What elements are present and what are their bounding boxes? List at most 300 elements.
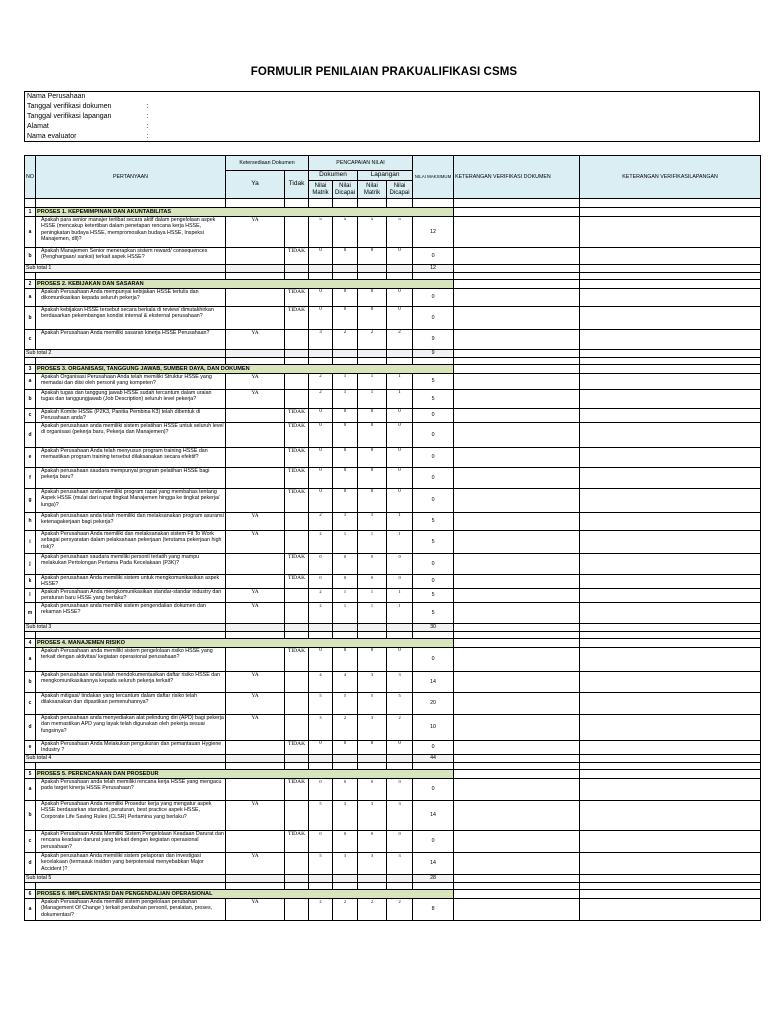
keterangan-dokumen-field[interactable] xyxy=(454,374,580,390)
nilai-matrik-dokumen[interactable]: 5 xyxy=(309,853,333,875)
empty-cell xyxy=(36,763,226,770)
keterangan-dokumen-field[interactable] xyxy=(454,603,580,624)
nilai-dicapai-dokumen[interactable]: 0 xyxy=(333,831,358,853)
spacer-row xyxy=(25,883,761,890)
answer-tidak[interactable]: TIDAK xyxy=(285,554,309,575)
answer-tidak[interactable] xyxy=(285,217,309,248)
keterangan-dokumen-field[interactable] xyxy=(454,779,580,801)
keterangan-lapangan-field[interactable] xyxy=(580,672,761,693)
nilai-matrik-dokumen[interactable]: 2 xyxy=(309,390,333,409)
question-letter: a xyxy=(25,217,36,248)
answer-tidak[interactable] xyxy=(285,853,309,875)
question-row xyxy=(25,248,761,265)
nilai-dicapai-lapangan[interactable]: 3 xyxy=(387,801,413,831)
header-nilai-dicapai-dok: Nilai Dicapai xyxy=(333,181,358,199)
info-value-field[interactable] xyxy=(145,92,760,102)
info-value-field[interactable]: : xyxy=(145,112,760,122)
nilai-dicapai-dokumen[interactable]: 1 xyxy=(333,390,358,409)
nilai-dicapai-dokumen[interactable]: 0 xyxy=(333,289,358,307)
nilai-matrik-dokumen[interactable]: 0 xyxy=(309,307,333,330)
question-letter: c xyxy=(25,831,36,853)
answer-ya[interactable]: YA xyxy=(226,330,285,350)
answer-ya[interactable]: YA xyxy=(226,853,285,875)
nilai-matrik-lapangan[interactable]: 0 xyxy=(358,831,387,853)
question-letter: b xyxy=(25,672,36,693)
nilai-dicapai-lapangan[interactable]: 1 xyxy=(387,589,413,603)
answer-tidak[interactable] xyxy=(285,589,309,603)
nilai-matrik-lapangan[interactable]: 1 xyxy=(358,589,387,603)
empty-cell xyxy=(36,883,226,890)
keterangan-lapangan-field[interactable] xyxy=(580,853,761,875)
subtotal-empty-cell xyxy=(226,875,285,883)
nilai-dicapai-dokumen[interactable]: 2 xyxy=(333,330,358,350)
answer-tidak[interactable]: TIDAK xyxy=(285,831,309,853)
keterangan-dokumen-field[interactable] xyxy=(454,330,580,350)
nilai-dicapai-dokumen[interactable]: 1 xyxy=(333,589,358,603)
nilai-matrik-lapangan[interactable]: 0 xyxy=(358,468,387,489)
keterangan-dokumen-field[interactable] xyxy=(454,672,580,693)
nilai-maksimum: 0 xyxy=(413,648,454,672)
nilai-matrik-dokumen[interactable]: 0 xyxy=(309,575,333,589)
process-number: 3 xyxy=(25,365,36,374)
answer-tidak[interactable]: TIDAK xyxy=(285,779,309,801)
nilai-dicapai-dokumen[interactable]: 3 xyxy=(333,853,358,875)
question-text: Apakah tugas dan tanggung jawab HSSE sudah tercantum dalam uraian tugas dan tanggungjawab (Job Description) seluruh level pekerja? xyxy=(36,390,226,409)
question-row xyxy=(25,330,761,350)
nilai-matrik-lapangan[interactable]: 3 xyxy=(358,853,387,875)
keterangan-dokumen-field[interactable] xyxy=(454,693,580,715)
keterangan-lapangan-field[interactable] xyxy=(580,531,761,554)
keterangan-lapangan-field[interactable] xyxy=(580,489,761,513)
nilai-dicapai-dokumen[interactable]: 1 xyxy=(333,603,358,624)
nilai-matrik-dokumen[interactable]: 0 xyxy=(309,554,333,575)
subtotal-max: 28 xyxy=(413,875,454,883)
answer-ya[interactable]: YA xyxy=(226,513,285,531)
keterangan-dokumen-field[interactable] xyxy=(454,853,580,875)
keterangan-lapangan-field[interactable] xyxy=(580,603,761,624)
nilai-dicapai-lapangan[interactable]: 0 xyxy=(387,575,413,589)
question-row xyxy=(25,390,761,409)
nilai-dicapai-lapangan[interactable]: 0 xyxy=(387,409,413,423)
nilai-dicapai-dokumen[interactable]: 2 xyxy=(333,715,358,741)
nilai-dicapai-lapangan[interactable]: 0 xyxy=(387,468,413,489)
nilai-matrik-dokumen[interactable]: 0 xyxy=(309,741,333,755)
nilai-maksimum: 5 xyxy=(413,513,454,531)
empty-cell xyxy=(333,763,358,770)
answer-tidak[interactable] xyxy=(285,693,309,715)
answer-tidak[interactable]: TIDAK xyxy=(285,575,309,589)
nilai-matrik-dokumen[interactable]: 0 xyxy=(309,489,333,513)
nilai-matrik-dokumen[interactable]: 0 xyxy=(309,423,333,448)
nilai-matrik-dokumen[interactable]: 0 xyxy=(309,289,333,307)
question-letter: d xyxy=(25,853,36,875)
answer-ya[interactable]: YA xyxy=(226,217,285,248)
nilai-matrik-lapangan[interactable]: 1 xyxy=(358,390,387,409)
nilai-matrik-dokumen[interactable]: 0 xyxy=(309,448,333,468)
empty-cell xyxy=(454,639,580,648)
question-letter: l xyxy=(25,589,36,603)
nilai-dicapai-lapangan[interactable]: 1 xyxy=(387,374,413,390)
answer-tidak[interactable]: TIDAK xyxy=(285,307,309,330)
question-row xyxy=(25,715,761,741)
answer-tidak[interactable]: TIDAK xyxy=(285,248,309,265)
nilai-matrik-lapangan[interactable]: 1 xyxy=(358,374,387,390)
nilai-dicapai-lapangan[interactable]: 0 xyxy=(387,248,413,265)
nilai-dicapai-lapangan[interactable]: 0 xyxy=(387,779,413,801)
answer-tidak[interactable]: TIDAK xyxy=(285,648,309,672)
keterangan-lapangan-field[interactable] xyxy=(580,693,761,715)
question-text: Apakah Perusahaan Anda memiliki Prosedur kerja yang mengatur aspek HSSE berdasarkan standard, peraturan, best practice aspek HSSE, Corporate Life Saving Rules (CLSR) Pertamina yang berlaku? xyxy=(36,801,226,831)
nilai-matrik-dokumen[interactable]: 0 xyxy=(309,468,333,489)
answer-ya[interactable]: YA xyxy=(226,374,285,390)
keterangan-dokumen-field[interactable] xyxy=(454,390,580,409)
nilai-dicapai-lapangan[interactable]: 1 xyxy=(387,513,413,531)
header-pertanyaan: PERTANYAAN xyxy=(36,156,226,199)
keterangan-dokumen-field[interactable] xyxy=(454,289,580,307)
nilai-maksimum: 9 xyxy=(413,330,454,350)
nilai-dicapai-dokumen[interactable]: 3 xyxy=(333,801,358,831)
nilai-dicapai-lapangan[interactable]: 5 xyxy=(387,217,413,248)
answer-tidak[interactable]: TIDAK xyxy=(285,289,309,307)
keterangan-dokumen-field[interactable] xyxy=(454,489,580,513)
answer-ya[interactable] xyxy=(226,248,285,265)
nilai-dicapai-lapangan[interactable]: 1 xyxy=(387,390,413,409)
process-row xyxy=(25,639,761,648)
nilai-matrik-lapangan[interactable]: 0 xyxy=(358,409,387,423)
keterangan-dokumen-field[interactable] xyxy=(454,741,580,755)
keterangan-lapangan-field[interactable] xyxy=(580,374,761,390)
keterangan-lapangan-field[interactable] xyxy=(580,513,761,531)
answer-ya[interactable]: YA xyxy=(226,715,285,741)
nilai-dicapai-lapangan[interactable]: 0 xyxy=(387,489,413,513)
nilai-matrik-dokumen[interactable]: 2 xyxy=(309,603,333,624)
answer-tidak[interactable] xyxy=(285,531,309,554)
answer-tidak[interactable] xyxy=(285,603,309,624)
keterangan-dokumen-field[interactable] xyxy=(454,575,580,589)
nilai-matrik-lapangan[interactable]: 3 xyxy=(358,715,387,741)
subtotal-empty-cell xyxy=(387,875,413,883)
answer-ya[interactable]: YA xyxy=(226,693,285,715)
keterangan-lapangan-field[interactable] xyxy=(580,715,761,741)
answer-ya[interactable] xyxy=(226,554,285,575)
nilai-maksimum: 8 xyxy=(413,899,454,921)
empty-cell xyxy=(580,199,761,208)
nilai-matrik-lapangan[interactable]: 0 xyxy=(358,741,387,755)
question-letter: a xyxy=(25,648,36,672)
keterangan-dokumen-field[interactable] xyxy=(454,801,580,831)
keterangan-dokumen-field[interactable] xyxy=(454,648,580,672)
answer-ya[interactable]: YA xyxy=(226,603,285,624)
answer-ya[interactable] xyxy=(226,648,285,672)
answer-ya[interactable] xyxy=(226,489,285,513)
nilai-dicapai-dokumen[interactable]: 1 xyxy=(333,374,358,390)
answer-ya[interactable] xyxy=(226,409,285,423)
nilai-matrik-lapangan[interactable]: 0 xyxy=(358,307,387,330)
keterangan-lapangan-field[interactable] xyxy=(580,217,761,248)
empty-cell xyxy=(25,883,36,890)
empty-cell xyxy=(454,875,580,883)
subtotal-empty-cell xyxy=(309,265,333,273)
nilai-matrik-lapangan[interactable]: 0 xyxy=(358,575,387,589)
nilai-matrik-lapangan[interactable]: 0 xyxy=(358,648,387,672)
nilai-dicapai-dokumen[interactable]: 0 xyxy=(333,307,358,330)
question-letter: b xyxy=(25,248,36,265)
question-text: Apakah Perusahaan anda memiliki sistem pengelolaan risiko HSSE yang terkait dengan aktivitas/ kegiatan operasional perusahaan? xyxy=(36,648,226,672)
keterangan-lapangan-field[interactable] xyxy=(580,248,761,265)
empty-cell xyxy=(454,755,580,763)
nilai-dicapai-lapangan[interactable]: 2 xyxy=(387,899,413,921)
empty-cell xyxy=(454,280,580,289)
form-title: FORMULIR PENILAIAN PRAKUALIFIKASI CSMS xyxy=(250,66,518,78)
nilai-matrik-lapangan[interactable]: 0 xyxy=(358,489,387,513)
nilai-dicapai-dokumen[interactable]: 0 xyxy=(333,448,358,468)
empty-cell xyxy=(580,763,761,770)
header-nilai-dicapai-lap: Nilai Dicapai xyxy=(387,181,413,199)
nilai-matrik-dokumen[interactable]: 2 xyxy=(309,513,333,531)
subtotal-empty-cell xyxy=(309,755,333,763)
nilai-matrik-lapangan[interactable]: 0 xyxy=(358,448,387,468)
keterangan-dokumen-field[interactable] xyxy=(454,831,580,853)
empty-cell xyxy=(454,632,580,639)
keterangan-lapangan-field[interactable] xyxy=(580,330,761,350)
nilai-dicapai-lapangan[interactable]: 3 xyxy=(387,853,413,875)
nilai-matrik-dokumen[interactable]: 2 xyxy=(309,589,333,603)
nilai-matrik-lapangan[interactable]: 1 xyxy=(358,531,387,554)
nilai-matrik-dokumen[interactable]: 0 xyxy=(309,831,333,853)
nilai-dicapai-lapangan[interactable]: 0 xyxy=(387,648,413,672)
nilai-dicapai-lapangan[interactable]: 2 xyxy=(387,715,413,741)
keterangan-dokumen-field[interactable] xyxy=(454,217,580,248)
nilai-dicapai-dokumen[interactable]: 0 xyxy=(333,409,358,423)
nilai-dicapai-dokumen[interactable]: 0 xyxy=(333,575,358,589)
empty-cell xyxy=(580,358,761,365)
nilai-dicapai-dokumen[interactable]: 5 xyxy=(333,217,358,248)
empty-cell xyxy=(454,763,580,770)
nilai-matrik-dokumen[interactable]: 0 xyxy=(309,409,333,423)
question-row xyxy=(25,513,761,531)
nilai-dicapai-lapangan[interactable]: 2 xyxy=(387,330,413,350)
keterangan-lapangan-field[interactable] xyxy=(580,899,761,921)
nilai-dicapai-lapangan[interactable]: 0 xyxy=(387,448,413,468)
nilai-matrik-dokumen[interactable]: 2 xyxy=(309,374,333,390)
answer-ya[interactable]: YA xyxy=(226,801,285,831)
nilai-dicapai-dokumen[interactable]: 0 xyxy=(333,468,358,489)
nilai-matrik-dokumen[interactable]: 3 xyxy=(309,330,333,350)
keterangan-lapangan-field[interactable] xyxy=(580,831,761,853)
answer-ya[interactable] xyxy=(226,307,285,330)
keterangan-dokumen-field[interactable] xyxy=(454,448,580,468)
nilai-dicapai-dokumen[interactable]: 4 xyxy=(333,672,358,693)
nilai-matrik-dokumen[interactable]: 0 xyxy=(309,248,333,265)
nilai-matrik-dokumen[interactable]: 5 xyxy=(309,693,333,715)
question-row xyxy=(25,801,761,831)
answer-tidak[interactable] xyxy=(285,715,309,741)
nilai-dicapai-dokumen[interactable]: 0 xyxy=(333,741,358,755)
answer-tidak[interactable]: TIDAK xyxy=(285,409,309,423)
nilai-dicapai-lapangan[interactable]: 0 xyxy=(387,423,413,448)
answer-tidak[interactable] xyxy=(285,801,309,831)
keterangan-dokumen-field[interactable] xyxy=(454,248,580,265)
answer-ya[interactable] xyxy=(226,831,285,853)
question-text: Apakah Perusahaan Anda mempunyai kebijakan HSSE tertulis dan dikomunikasikan kepada seluruh pekerja? xyxy=(36,289,226,307)
answer-tidak[interactable] xyxy=(285,513,309,531)
nilai-matrik-dokumen[interactable]: 4 xyxy=(309,672,333,693)
keterangan-lapangan-field[interactable] xyxy=(580,448,761,468)
process-row xyxy=(25,890,761,899)
nilai-dicapai-dokumen[interactable]: 1 xyxy=(333,531,358,554)
empty-cell xyxy=(454,265,580,273)
answer-ya[interactable] xyxy=(226,575,285,589)
nilai-dicapai-lapangan[interactable]: 0 xyxy=(387,554,413,575)
subtotal-empty-cell xyxy=(333,755,358,763)
nilai-matrik-lapangan[interactable]: 3 xyxy=(358,801,387,831)
nilai-matrik-lapangan[interactable]: 0 xyxy=(358,779,387,801)
nilai-dicapai-lapangan[interactable]: 3 xyxy=(387,672,413,693)
nilai-dicapai-lapangan[interactable]: 0 xyxy=(387,831,413,853)
empty-cell xyxy=(226,763,285,770)
keterangan-lapangan-field[interactable] xyxy=(580,289,761,307)
header-nilai-maksimum: NILAI MAKSIMUM xyxy=(413,156,454,199)
nilai-matrik-dokumen[interactable]: 2 xyxy=(309,531,333,554)
keterangan-lapangan-field[interactable] xyxy=(580,801,761,831)
subtotal-empty-cell xyxy=(285,875,309,883)
subtotal-empty-cell xyxy=(358,265,387,273)
keterangan-dokumen-field[interactable] xyxy=(454,423,580,448)
info-value-field[interactable]: : xyxy=(145,132,760,142)
subtotal-empty-cell xyxy=(333,875,358,883)
nilai-dicapai-dokumen[interactable]: 0 xyxy=(333,248,358,265)
answer-ya[interactable]: YA xyxy=(226,899,285,921)
answer-ya[interactable]: YA xyxy=(226,589,285,603)
question-letter: g xyxy=(25,489,36,513)
answer-tidak[interactable]: TIDAK xyxy=(285,489,309,513)
nilai-matrik-lapangan[interactable]: 1 xyxy=(358,513,387,531)
spacer-row xyxy=(25,632,761,639)
answer-ya[interactable]: YA xyxy=(226,531,285,554)
answer-tidak[interactable] xyxy=(285,899,309,921)
info-value-field[interactable]: : xyxy=(145,102,760,112)
answer-tidak[interactable]: TIDAK xyxy=(285,741,309,755)
keterangan-dokumen-field[interactable] xyxy=(454,715,580,741)
nilai-matrik-lapangan[interactable]: 0 xyxy=(358,289,387,307)
keterangan-lapangan-field[interactable] xyxy=(580,307,761,330)
answer-ya[interactable] xyxy=(226,423,285,448)
keterangan-lapangan-field[interactable] xyxy=(580,589,761,603)
nilai-matrik-lapangan[interactable]: 0 xyxy=(358,248,387,265)
nilai-dicapai-dokumen[interactable]: 0 xyxy=(333,423,358,448)
nilai-dicapai-dokumen[interactable]: 0 xyxy=(333,779,358,801)
nilai-maksimum: 10 xyxy=(413,715,454,741)
info-value-field[interactable]: : xyxy=(145,122,760,132)
answer-tidak[interactable]: TIDAK xyxy=(285,468,309,489)
empty-cell xyxy=(580,265,761,273)
answer-ya[interactable] xyxy=(226,741,285,755)
nilai-dicapai-lapangan[interactable]: 5 xyxy=(387,693,413,715)
nilai-matrik-lapangan[interactable]: 1 xyxy=(358,603,387,624)
keterangan-dokumen-field[interactable] xyxy=(454,409,580,423)
keterangan-lapangan-field[interactable] xyxy=(580,779,761,801)
nilai-matrik-dokumen[interactable]: 5 xyxy=(309,217,333,248)
nilai-dicapai-dokumen[interactable]: 0 xyxy=(333,554,358,575)
keterangan-dokumen-field[interactable] xyxy=(454,468,580,489)
nilai-matrik-lapangan[interactable]: 3 xyxy=(358,672,387,693)
question-text: Apakah kebijakan HSSE tersebut secara berkala di review/ dimutakhirkan berdasarkan pekembangan kondisi internal & eksternal perusahaan? xyxy=(36,307,226,330)
nilai-matrik-dokumen[interactable]: 0 xyxy=(309,648,333,672)
nilai-dicapai-dokumen[interactable]: 0 xyxy=(333,489,358,513)
answer-tidak[interactable] xyxy=(285,672,309,693)
nilai-matrik-lapangan[interactable]: 5 xyxy=(358,693,387,715)
answer-ya[interactable] xyxy=(226,448,285,468)
answer-tidak[interactable] xyxy=(285,390,309,409)
nilai-matrik-lapangan[interactable]: 0 xyxy=(358,554,387,575)
keterangan-lapangan-field[interactable] xyxy=(580,423,761,448)
nilai-dicapai-dokumen[interactable]: 0 xyxy=(333,648,358,672)
nilai-dicapai-dokumen[interactable]: 2 xyxy=(333,899,358,921)
answer-tidak[interactable] xyxy=(285,330,309,350)
question-letter: j xyxy=(25,554,36,575)
keterangan-dokumen-field[interactable] xyxy=(454,531,580,554)
keterangan-lapangan-field[interactable] xyxy=(580,409,761,423)
keterangan-lapangan-field[interactable] xyxy=(580,468,761,489)
nilai-maksimum: 0 xyxy=(413,779,454,801)
nilai-matrik-lapangan[interactable]: 0 xyxy=(358,423,387,448)
nilai-matrik-dokumen[interactable]: 3 xyxy=(309,715,333,741)
nilai-dicapai-lapangan[interactable]: 1 xyxy=(387,531,413,554)
nilai-dicapai-dokumen[interactable]: 1 xyxy=(333,513,358,531)
nilai-matrik-lapangan[interactable]: 5 xyxy=(358,217,387,248)
answer-tidak[interactable] xyxy=(285,374,309,390)
keterangan-lapangan-field[interactable] xyxy=(580,575,761,589)
nilai-dicapai-lapangan[interactable]: 0 xyxy=(387,307,413,330)
empty-cell xyxy=(454,208,580,217)
nilai-matrik-dokumen[interactable]: 0 xyxy=(309,779,333,801)
keterangan-lapangan-field[interactable] xyxy=(580,741,761,755)
keterangan-dokumen-field[interactable] xyxy=(454,589,580,603)
answer-ya[interactable]: YA xyxy=(226,390,285,409)
nilai-dicapai-lapangan[interactable]: 0 xyxy=(387,741,413,755)
answer-ya[interactable]: YA xyxy=(226,672,285,693)
answer-ya[interactable] xyxy=(226,468,285,489)
empty-cell xyxy=(285,883,309,890)
keterangan-lapangan-field[interactable] xyxy=(580,648,761,672)
empty-cell xyxy=(454,365,580,374)
answer-ya[interactable] xyxy=(226,289,285,307)
nilai-matrik-lapangan[interactable]: 2 xyxy=(358,330,387,350)
empty-cell xyxy=(580,208,761,217)
nilai-dicapai-dokumen[interactable]: 5 xyxy=(333,693,358,715)
keterangan-dokumen-field[interactable] xyxy=(454,307,580,330)
nilai-dicapai-lapangan[interactable]: 0 xyxy=(387,289,413,307)
keterangan-dokumen-field[interactable] xyxy=(454,899,580,921)
answer-tidak[interactable]: TIDAK xyxy=(285,448,309,468)
nilai-maksimum: 5 xyxy=(413,390,454,409)
keterangan-dokumen-field[interactable] xyxy=(454,513,580,531)
nilai-matrik-dokumen[interactable]: 5 xyxy=(309,801,333,831)
empty-cell xyxy=(309,763,333,770)
answer-ya[interactable] xyxy=(226,779,285,801)
keterangan-dokumen-field[interactable] xyxy=(454,554,580,575)
subtotal-label: Sub total 1 xyxy=(25,265,226,273)
answer-tidak[interactable]: TIDAK xyxy=(285,423,309,448)
keterangan-lapangan-field[interactable] xyxy=(580,390,761,409)
empty-cell xyxy=(580,273,761,280)
nilai-matrik-lapangan[interactable]: 2 xyxy=(358,899,387,921)
nilai-matrik-dokumen[interactable]: 2 xyxy=(309,899,333,921)
nilai-dicapai-lapangan[interactable]: 1 xyxy=(387,603,413,624)
subtotal-empty-cell xyxy=(285,265,309,273)
empty-cell xyxy=(454,624,580,632)
keterangan-lapangan-field[interactable] xyxy=(580,554,761,575)
